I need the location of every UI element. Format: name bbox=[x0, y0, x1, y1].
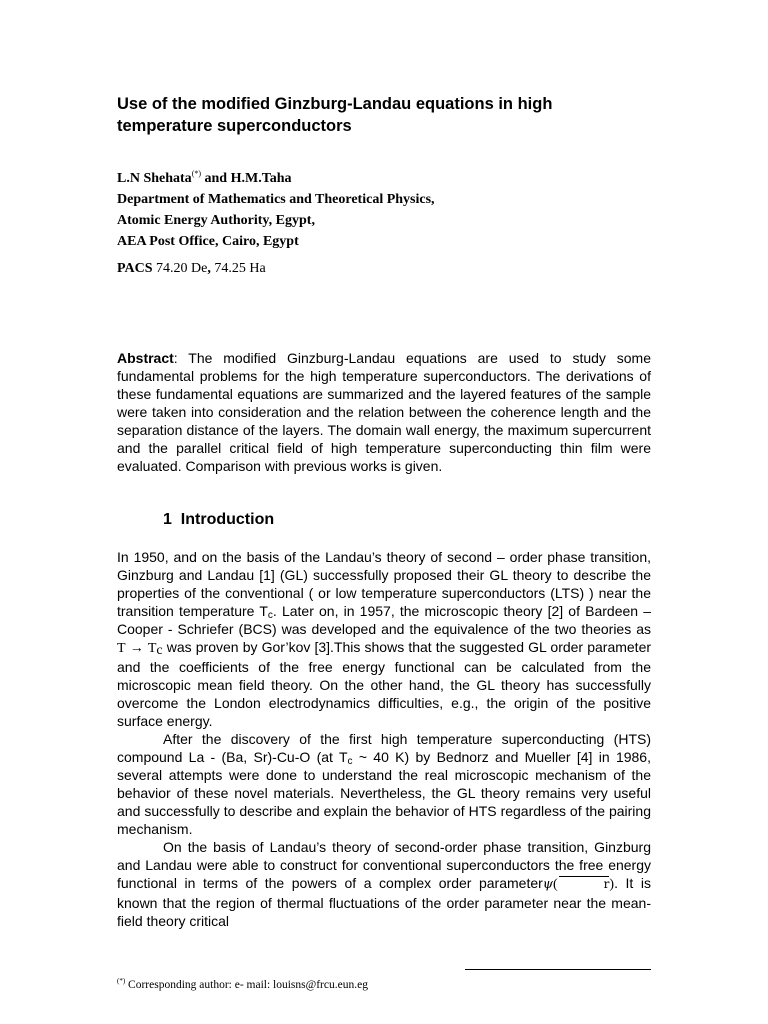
introduction-body bbox=[117, 548, 651, 930]
abstract bbox=[117, 349, 651, 475]
footnote-divider bbox=[465, 969, 651, 970]
math-tc: T bbox=[147, 641, 157, 656]
intro-text: . Later on, in 1957, the microscopic theory [2] of Bardeen – Cooper - Schriefer (BCS) was developed and the equivalence of the two theories as bbox=[117, 603, 652, 637]
footnote-text: Corresponding author: e- mail: louisns@frcu.eun.eg bbox=[125, 979, 368, 991]
author-block bbox=[117, 168, 677, 252]
paper-title: Use of the modified Ginzburg-Landau equations in high temperature superconductors bbox=[117, 95, 553, 135]
author-2: and H.M.Taha bbox=[201, 171, 292, 186]
pacs-code-2: 74.25 Ha bbox=[210, 261, 266, 276]
corresponding-mark: (*) bbox=[191, 169, 202, 178]
affiliation-address: AEA Post Office, Cairo, Egypt bbox=[117, 234, 299, 249]
intro-text: In 1950, and on the basis of the Landau’s theory of second – order phase transition, Ginzburg and Landau [1] (GL) successfully proposed their GL theory to describe the properties of the conventional ( or low temperature superconductors (LTS) ) near the transition temperature T bbox=[117, 549, 651, 619]
author-names bbox=[117, 168, 677, 189]
intro-text: ~ 40 K) by Bednorz and Mueller [4] in 1986, several attempts were done to understand the real microscopic mechanism of the behavior of these novel materials. Nevertheless, the GL theory remains very useful and successfully to describe and explain the behavior of HTS regardless of the pairing mechanism. bbox=[117, 749, 651, 837]
psi-symbol: ψ bbox=[542, 877, 553, 892]
footnote bbox=[117, 977, 368, 993]
math-arrow: → bbox=[129, 641, 144, 656]
intro-paragraph-1 bbox=[117, 548, 651, 730]
section-number: 1 bbox=[163, 511, 172, 528]
intro-text: . It is known that the region of thermal fluctuations of the order parameter near the mean-field theory critical bbox=[117, 875, 651, 929]
intro-text: After the discovery of the first high temperature superconducting (HTS) compound La - (Ba, Sr)-Cu-O (at T bbox=[117, 731, 651, 765]
pacs-label: PACS bbox=[117, 261, 153, 276]
position-vector: r bbox=[558, 875, 610, 893]
author-1: L.N Shehata bbox=[117, 171, 192, 186]
pacs-line bbox=[117, 259, 266, 279]
tc-subscript: c bbox=[156, 643, 163, 658]
intro-paragraph-3: On the basis of Landau’s theory of second-order phase transition, Ginzburg and Landau were able to construct for conventional superconductors the free energy functional in terms of the powers of a complex order parameterψ( r). It is known that the region of thermal fluctuations of the order parameter near the mean-field theory critical bbox=[117, 839, 651, 929]
intro-paragraph-2 bbox=[117, 730, 651, 838]
affiliation-authority: Atomic Energy Authority, Egypt, bbox=[117, 213, 315, 228]
math-t: T bbox=[117, 641, 126, 656]
tc-subscript: c bbox=[267, 610, 273, 621]
intro-text: was proven by Gor’kov [3].This shows that the suggested GL order parameter and the coefficients of the free energy functional can be calculated from the microscopic mean field theory. On the other hand, the GL theory has successfully overcome the London electrodynamics difficulties, e.g., the origin of the positive surface energy. bbox=[117, 639, 652, 729]
abstract-label: Abstract bbox=[117, 350, 174, 366]
tc-subscript: c bbox=[347, 756, 353, 767]
affiliation-department: Department of Mathematics and Theoretical Physics, bbox=[117, 192, 435, 207]
intro-text: On the basis of Landau’s theory of second-order phase transition, Ginzburg and Landau were able to construct for conventional superconductors the free energy functional in terms of the powers of a complex order parameter bbox=[117, 839, 651, 891]
abstract-text: : The modified Ginzburg-Landau equations are used to study some fundamental problems for the high temperature superconductors. The derivations of these fundamental equations are summarized and the layered features of the sample were taken into consideration and the relation between the coherence length and the separation distance of the layers. The domain wall energy, the maximum supercurrent and the parallel critical field of high temperature superconducting thin film were evaluated. Comparison with previous works is given. bbox=[117, 350, 651, 474]
footnote-mark: (*) bbox=[117, 977, 126, 985]
section-heading bbox=[163, 510, 274, 530]
pacs-code-1: 74.20 De bbox=[152, 261, 208, 276]
section-title: Introduction bbox=[180, 511, 275, 528]
pacs-separator: , bbox=[207, 261, 211, 276]
